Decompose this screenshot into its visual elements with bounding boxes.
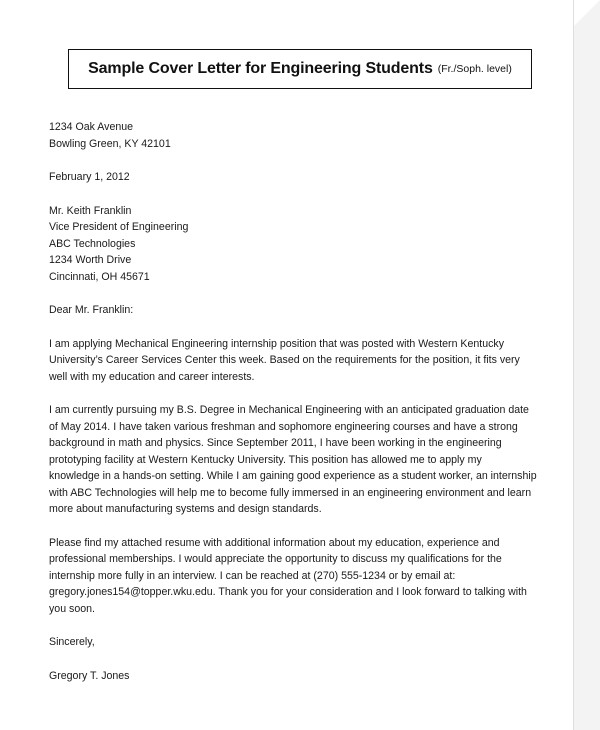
paragraph-line: University’s Career Services Center this week. Based on the requirements for the position, it fits very [49, 354, 520, 366]
paragraph-line: background in math and physics. Since September 2011, I have been working in the engineering [49, 437, 502, 449]
paragraph-line: professional memberships. I would appreciate the opportunity to discuss my qualifications for the [49, 553, 502, 565]
paragraph-background [49, 402, 554, 518]
paragraph-line: gregory.jones154@topper.wku.edu. Thank you for your consideration and I look forward to talking with [49, 586, 527, 598]
page-fold-corner [574, 0, 600, 26]
paragraph-intro [49, 336, 554, 386]
closing: Sincerely, [49, 636, 95, 648]
letter-date: February 1, 2012 [49, 171, 130, 183]
recipient-name: Mr. Keith Franklin [49, 204, 132, 217]
signature-name: Gregory T. Jones [49, 669, 130, 682]
title-box [68, 49, 532, 89]
document-title: Sample Cover Letter for Engineering Students [88, 60, 433, 77]
recipient-company: ABC Technologies [49, 237, 136, 250]
recipient-city: Cincinnati, OH 45671 [49, 270, 150, 283]
paragraph-line: well with my education and career interests. [49, 370, 255, 383]
paragraph-line: prototyping facility at Western Kentucky University. This position has allowed me to apply my [49, 453, 482, 466]
paragraph-line: internship more fully in an interview. I can be reached at (270) 555-1234 or by email at: [49, 569, 456, 582]
sender-street: 1234 Oak Avenue [49, 121, 134, 133]
paragraph-line: you soon. [49, 602, 95, 615]
paragraph-closing [49, 535, 554, 618]
document-subtitle: (Fr./Soph. level) [437, 63, 512, 75]
paragraph-line: Please find my attached resume with additional information about my education, experience and [49, 536, 500, 549]
paragraph-line: I am applying Mechanical Engineering internship position that was posted with Western Kentucky [49, 337, 504, 350]
recipient-address [49, 203, 554, 286]
sender-city: Bowling Green, KY 42101 [49, 137, 171, 150]
letter-body [49, 119, 554, 684]
paragraph-line: more about manufacturing systems and design standards. [49, 503, 322, 515]
paragraph-line: with ABC Technologies will help me to become fully immersed in an engineering environment and learn [49, 486, 532, 499]
sender-address [49, 119, 554, 152]
recipient-title: Vice President of Engineering [49, 221, 189, 233]
page-edge-shadow [573, 0, 600, 730]
salutation: Dear Mr. Franklin: [49, 304, 134, 316]
recipient-street: 1234 Worth Drive [49, 254, 132, 266]
paragraph-line: I am currently pursuing my B.S. Degree in Mechanical Engineering with an anticipated graduation date [49, 404, 529, 416]
paragraph-line: of May 2014. I have taken various freshman and sophomore engineering courses and have a strong [49, 420, 518, 433]
paragraph-line: knowledge in a hands-on setting. While I am gaining good experience as a student worker, an internship [49, 470, 537, 482]
